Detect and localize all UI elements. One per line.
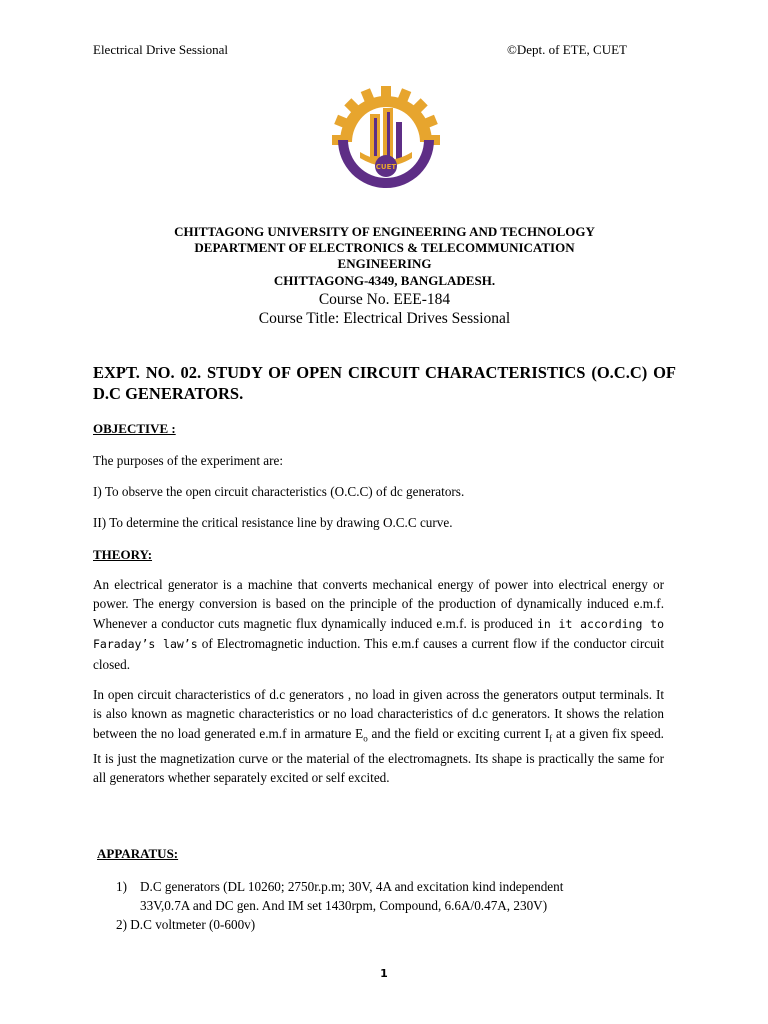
header-right: ©Dept. of ETE, CUET: [507, 42, 627, 57]
apparatus-item-1-number: 1): [116, 879, 127, 894]
theory-paragraph-1: [93, 575, 664, 674]
course-number: Course No. EEE-184: [318, 291, 451, 308]
course-title: Course Title: Electrical Drives Sessional: [258, 310, 511, 327]
apparatus-heading: APPARATUS:: [97, 846, 179, 861]
experiment-title: EXPT. NO. 02. STUDY OF OPEN CIRCUIT CHARACTERISTICS (O.C.C) OF D.C GENERATORS.: [93, 363, 676, 403]
header-left: Electrical Drive Sessional: [93, 42, 229, 57]
apparatus-item-1-line-1: D.C generators (DL 10260; 2750r.p.m; 30V, 4A and excitation kind independent: [140, 879, 564, 894]
objective-item-1: I) To observe the open circuit characteristics (O.C.C) of dc generators.: [93, 484, 465, 499]
if-subscript: f: [549, 733, 553, 744]
gear-emblem: [332, 86, 440, 188]
institution-address: CHITTAGONG-4349, BANGLADESH.: [273, 273, 496, 288]
objective-heading: OBJECTIVE :: [93, 421, 176, 436]
theory-p2-text-end: at a given fix speed. It is just the magnetization curve or the material of the electromagnets. Its shape is practically the same for all generators whether separately excited or self excited.: [93, 725, 664, 786]
department-name-cont: ENGINEERING: [337, 256, 432, 271]
eo-subscript: o: [363, 733, 368, 744]
page-number: 1: [380, 967, 388, 980]
apparatus-item-2: 2) D.C voltmeter (0-600v): [116, 917, 256, 932]
theory-p1-text: An electrical generator is a machine that converts mechanical energy of power into electrical energy or power. The energy conversion is based on the principle of the production of dynamically induced e.m.f. Whenever a conductor cuts magnetic flux dynamically induced e.m.f. is produced: [93, 577, 664, 631]
objective-item-2: II) To determine the critical resistance line by drawing O.C.C curve.: [93, 515, 453, 530]
department-name: DEPARTMENT OF ELECTRONICS & TELECOMMUNICATION: [194, 240, 575, 255]
theory-heading: THEORY:: [93, 547, 153, 562]
logo-badge-text: CUET: [375, 163, 397, 171]
institution-name: CHITTAGONG UNIVERSITY OF ENGINEERING AND TECHNOLOGY: [174, 224, 595, 239]
theory-p2-text: In open circuit characteristics of d.c generators , no load in given across the generators output terminals. It is also known as magnetic characteristics or no load characteristics of d.c generators. It shows the relation between the no load generated e.m.f in armature E: [93, 687, 664, 741]
theory-p1-text-end: of Electromagnetic induction. This e.m.f causes a current flow if the conductor circuit closed.: [93, 636, 665, 672]
theory-p1-faraday: in it according to Faraday’s law’s: [93, 616, 664, 652]
theory-paragraph-2: [93, 685, 664, 788]
objective-intro: The purposes of the experiment are:: [93, 453, 284, 468]
university-logo: [330, 84, 442, 196]
apparatus-item-1-line-2: 33V,0.7A and DC gen. And IM set 1430rpm, Compound, 6.6A/0.47A, 230V): [140, 898, 548, 913]
theory-p2-text-mid: and the field or exciting current I: [367, 725, 550, 741]
